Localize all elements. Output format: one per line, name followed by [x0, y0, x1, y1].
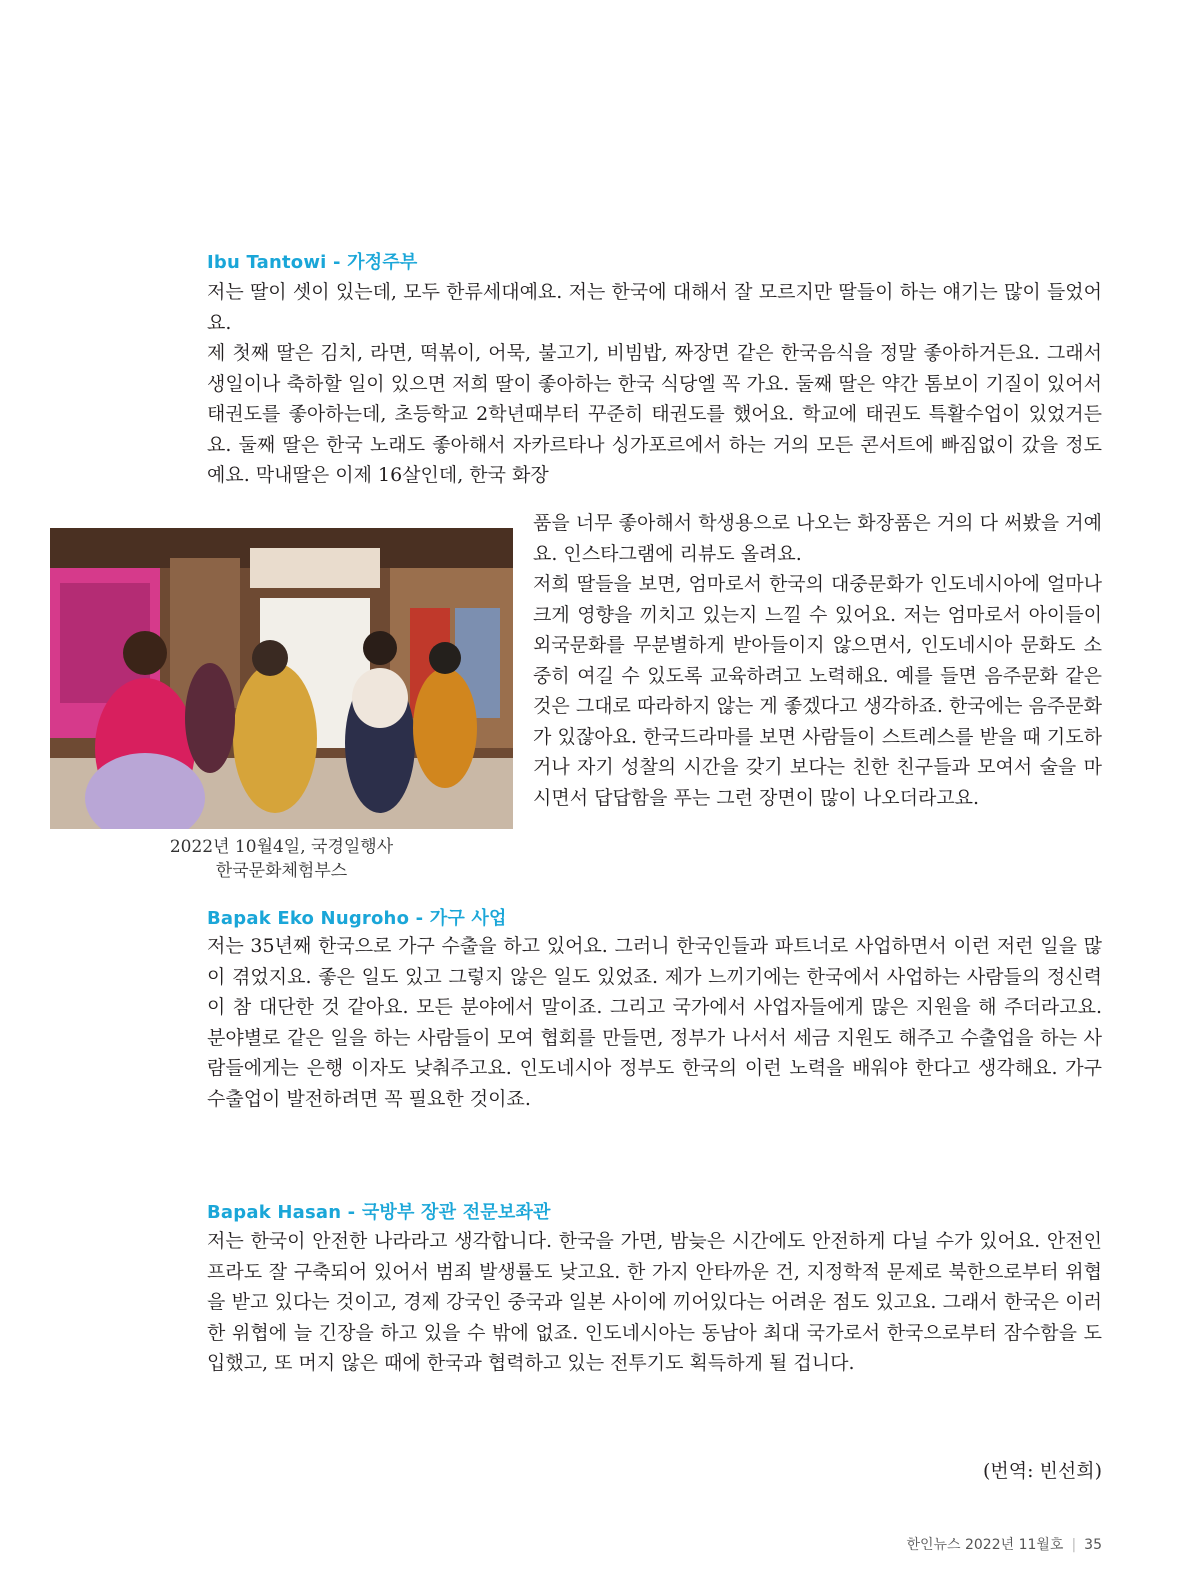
paragraph: 제 첫째 딸은 김치, 라면, 떡볶이, 어묵, 불고기, 비빔밥, 짜장면 같은 한국음식을 정말 좋아하거든요. 그래서 생일이나 축하할 일이 있으면 저희 딸이 좋아하는 한국 식당엘 꼭 가요. 둘째 딸은 약간 톰보이 기질이 있어서 태권도를 좋아하는데, 초등학교 2학년때부터 꾸준히 태권도를 했어요. 학교에 태권도 특활수업이 있었거든요. 둘째 딸은 한국 노래도 좋아해서 자카르타나 싱가포르에서 하는 거의 모든 콘서트에 빠짐없이 갔을 정도예요. 막내딸은 이제 16살인데, 한국 화장 [207, 342, 1102, 486]
page-footer [906, 1534, 1102, 1554]
booth-photo [50, 528, 513, 829]
booth-photo-illustration [50, 528, 513, 829]
page-number: 35 [1084, 1537, 1102, 1553]
paragraph: 저는 35년째 한국으로 가구 수출을 하고 있어요. 그러니 한국인들과 파트너로 사업하면서 이런 저런 일을 많이 겪었지요. 좋은 일도 있고 그렇지 않은 일도 있었죠. 제가 느끼기에는 한국에서 사업하는 사람들의 정신력이 참 대단한 것 같아요. 모든 분야에서 말이죠. 그리고 국가에서 사업자들에게 많은 지원을 해 주더라고요. 분야별로 같은 일을 하는 사람들이 모여 협회를 만들면, 정부가 나서서 세금 지원도 해주고 수출업을 하는 사람들에게는 은행 이자도 낮춰주고요. 인도네시아 정부도 한국의 이런 노력을 배워야 한다고 생각해요. 가구 수출업이 발전하려면 꼭 필요한 것이죠. [207, 935, 1102, 1110]
photo-caption-line: 2022년 10월4일, 국경일행사 [169, 837, 394, 857]
paragraph: 품을 너무 좋아해서 학생용으로 나오는 화장품은 거의 다 써봤을 거예요. 인스타그램에 리뷰도 올려요. [533, 512, 1102, 565]
section-heading-hasan: Bapak Hasan - 국방부 장관 전문보좌관 [207, 1202, 551, 1223]
paragraph: 저희 딸들을 보면, 엄마로서 한국의 대중문화가 인도네시아에 얼마나 크게 영향을 끼치고 있는지 느낄 수 있어요. 저는 엄마로서 아이들이 외국문화를 무분별하게 받아들이지 않으면서, 인도네시아 문화도 소중히 여길 수 있도록 교육하려고 노력해요. 예를 들면 음주문화 같은 것은 그대로 따라하지 않는 게 좋겠다고 생각하죠. 한국에는 음주문화가 있잖아요. 한국드라마를 보면 사람들이 스트레스를 받을 때 기도하거나 자기 성찰의 시간을 갖기 보다는 친한 친구들과 모여서 술을 마시면서 답답함을 푸는 그런 장면이 많이 나오더라고요. [533, 573, 1102, 809]
section-body-eko [207, 931, 1102, 1114]
footer-separator: | [1071, 1537, 1077, 1553]
publication-name: 한인뉴스 2022년 11월호 [906, 1537, 1064, 1553]
translator-credit: (번역: 빈선희) [982, 1460, 1102, 1482]
photo-caption [50, 835, 513, 883]
section-body-tantowi [207, 277, 1102, 491]
section-heading-tantowi: Ibu Tantowi - 가정주부 [207, 252, 418, 273]
paragraph: 저는 딸이 셋이 있는데, 모두 한류세대예요. 저는 한국에 대해서 잘 모르지만 딸들이 하는 얘기는 많이 들었어요. [207, 281, 1102, 334]
section-body-tantowi-wrapped [533, 508, 1102, 813]
photo-caption-line: 한국문화체험부스 [215, 861, 348, 881]
section-heading-eko: Bapak Eko Nugroho - 가구 사업 [207, 908, 507, 929]
paragraph: 저는 한국이 안전한 나라라고 생각합니다. 한국을 가면, 밤늦은 시간에도 안전하게 다닐 수가 있어요. 안전인프라도 잘 구축되어 있어서 범죄 발생률도 낮고요. 한 가지 안타까운 건, 지정학적 문제로 북한으로부터 위협을 받고 있다는 것이고, 경제 강국인 중국과 일본 사이에 끼어있다는 어려운 점도 있고요. 그래서 한국은 이러한 위협에 늘 긴장을 하고 있을 수 밖에 없죠. 인도네시아는 동남아 최대 국가로서 한국으로부터 잠수함을 도입했고, 또 머지 않은 때에 한국과 협력하고 있는 전투기도 획득하게 될 겁니다. [207, 1230, 1102, 1374]
section-body-hasan [207, 1226, 1102, 1379]
